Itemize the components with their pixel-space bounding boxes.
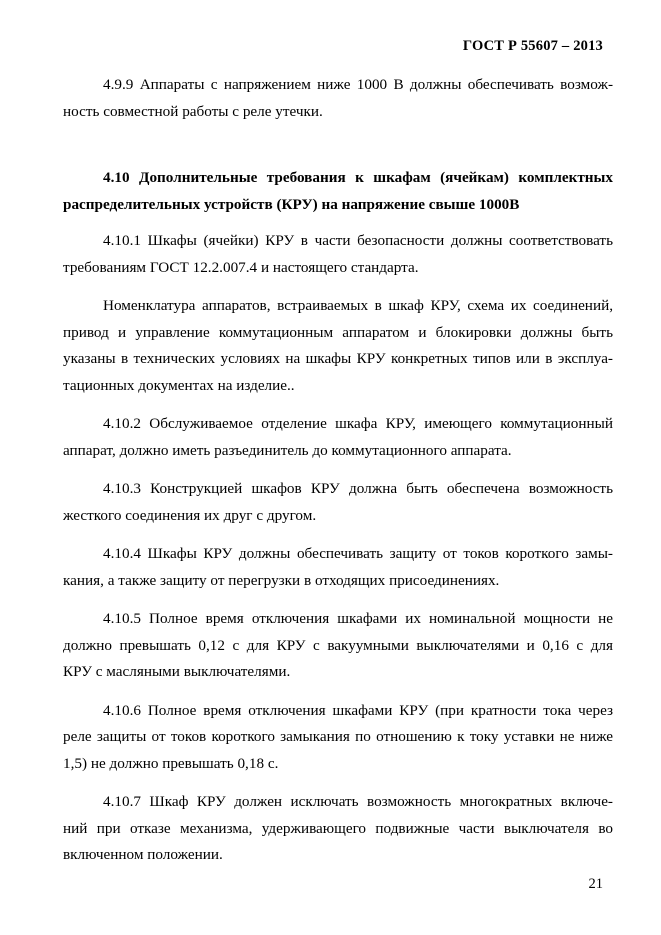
heading-line: 4.10 Дополнительные требования к шкафам (ячейкам) комплектных <box>103 169 613 186</box>
text-line: КРУ с масляными выключателями. <box>63 663 291 680</box>
page-body <box>63 72 613 881</box>
text-line: Номенклатура аппаратов, встраиваемых в шкаф КРУ, схема их соединений, <box>103 297 613 314</box>
text-line: 4.10.6 Полное время отключения шкафами КРУ (при кратности тока через <box>103 701 613 719</box>
text-line: 4.9.9 Аппараты с напряжением ниже 1000 В должны обеспечивать возмож- <box>103 76 613 93</box>
paragraph-4-10-6 <box>63 698 613 778</box>
paragraph-4-10-3 <box>63 476 613 529</box>
text-line: привод и управление коммутационным аппаратом и блокировки должны быть <box>63 323 613 341</box>
heading-line: распределительных устройств (КРУ) на напряжение свыше 1000В <box>63 195 520 213</box>
paragraph-nomenclature <box>63 293 613 399</box>
text-line: ний при отказе механизма, удерживающего подвижные части выключателя во <box>63 819 613 837</box>
text-line: 4.10.1 Шкафы (ячейки) КРУ в части безопасности должны соответствовать <box>103 232 613 249</box>
text-line: ность совместной работы с реле утечки. <box>63 102 323 120</box>
text-line: кания, а также защиту от перегрузки в отходящих присоединениях. <box>63 571 500 589</box>
text-line: 1,5) не должно превышать 0,18 с. <box>63 754 279 772</box>
text-line: 4.10.2 Обслуживаемое отделение шкафа КРУ, имеющего коммутационный <box>103 415 613 432</box>
text-line: аппарат, должно иметь разъединитель до коммутационного аппарата. <box>63 441 512 459</box>
paragraph-4-10-1 <box>63 228 613 281</box>
text-line: 4.10.3 Конструкцией шкафов КРУ должна быть обеспечена возможность <box>103 480 613 497</box>
text-line: реле защиты от токов короткого замыкания по отношению к току уставки не ниже <box>63 728 613 745</box>
text-line: 4.10.7 Шкаф КРУ должен исключать возможность многократных включе- <box>103 793 613 810</box>
text-line: тационных документах на изделие.. <box>63 376 295 394</box>
paragraph-4-10-5 <box>63 606 613 686</box>
paragraph-4-10-7 <box>63 789 613 869</box>
text-line: 4.10.5 Полное время отключения шкафами их номинальной мощности не <box>103 610 613 627</box>
text-line: должно превышать 0,12 с для КРУ с вакуумными выключателями и 0,16 с для <box>63 636 613 654</box>
page-number: 21 <box>588 876 603 892</box>
paragraph-4-10-2 <box>63 411 613 464</box>
text-line: 4.10.4 Шкафы КРУ должны обеспечивать защиту от токов короткого замы- <box>103 545 613 562</box>
paragraph-4-10-4 <box>63 541 613 594</box>
text-line: указаны в технических условиях на шкафы КРУ конкретных типов или в эксплуа- <box>63 350 613 367</box>
text-line: жесткого соединения их друг с другом. <box>63 506 317 524</box>
text-line: включенном положении. <box>63 846 223 863</box>
text-line: требованиям ГОСТ 12.2.007.4 и настоящего стандарта. <box>63 258 419 276</box>
document-header: ГОСТ Р 55607 – 2013 <box>462 38 603 54</box>
paragraph-4-9-9 <box>63 72 613 125</box>
section-heading-4-10 <box>63 165 613 218</box>
